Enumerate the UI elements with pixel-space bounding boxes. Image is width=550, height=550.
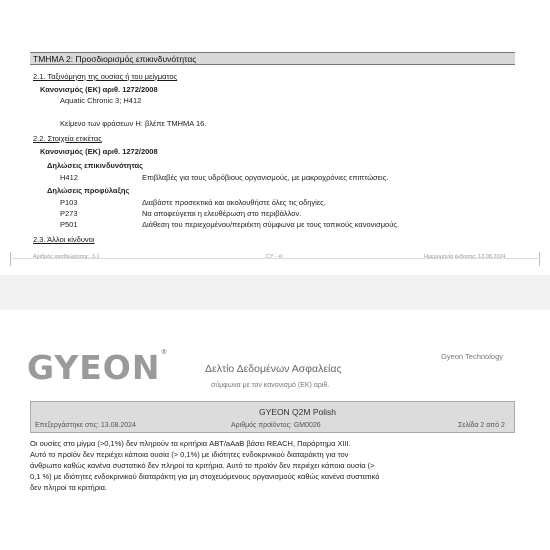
section-2-3-heading: 2.3. Άλλοι κίνδυνοι (33, 235, 95, 244)
precaution-text: Να αποφεύγεται η ελευθέρωση στο περιβάλλον. (142, 209, 302, 218)
footer-revision: Αριθμός αναθεώρησης: 3,1 (33, 254, 100, 260)
footer-tick-left (10, 252, 11, 266)
precaution-text: Διαβάστε προσεκτικά και ακολουθήστε όλες τις οδηγίες. (142, 198, 326, 207)
section-2-2-heading: 2.2. Στοιχεία ετικέτας (33, 134, 102, 143)
gyeon-logo (27, 348, 168, 387)
precaution-text: Διάθεση του περιεχομένου/περιέκτη σύμφωνα με τους τοπικούς κανονισμούς. (142, 220, 400, 229)
s21-note: Κείμενο των φράσεων Η: βλέπε ΤΜΗΜΑ 16. (60, 119, 207, 128)
hazard-code: H412 (60, 173, 78, 182)
s22-regulation: Κανονισμός (ΕΚ) αριθ. 1272/2008 (40, 147, 158, 156)
product-name: GYEON Q2M Polish (259, 407, 336, 417)
document-subtitle: σύμφωνα με τον κανονισμό (ΕΚ) αριθ. (211, 382, 330, 389)
company-name: Gyeon Technology (441, 352, 503, 361)
body-paragraph (30, 438, 510, 493)
precaution-code: P103 (60, 198, 78, 207)
section-2-header: ΤΜΗΜΑ 2: Προσδιορισμός επικινδυνότητας (30, 52, 515, 65)
paragraph-line: 0,1 %) με ιδιότητες ενδοκρινικού διαταράκτη για μη στοχευόμενους οργανισμούς καθώς κανένα συστατικό (30, 472, 380, 481)
precaution-code: P501 (60, 220, 78, 229)
precaution-code: P273 (60, 209, 78, 218)
paragraph-line: δεν πληροί τα κριτήρια. (30, 483, 108, 492)
product-info-band (30, 401, 515, 433)
page-gap (0, 275, 550, 310)
registered-mark: ® (160, 348, 169, 356)
footer-date: Ημερομηνία έκδοσης: 13.08.2024 (424, 254, 506, 260)
product-number: Αριθμός προϊόντος: GM0026 (231, 422, 321, 429)
processed-date: Επεξεργάστηκε στις: 13.08.2024 (35, 422, 136, 429)
paragraph-line: άνθρωπο καθώς κανένα συστατικό δεν πληροί τα κριτήρια. Αυτό το προϊόν δεν περιέχει κάποια ουσία (> (30, 461, 375, 470)
document-title: Δελτίο Δεδομένων Ασφαλείας (205, 363, 342, 375)
hazard-statements-heading: Δηλώσεις επικινδυνότητας (47, 161, 144, 170)
s21-regulation: Κανονισμός (ΕΚ) αριθ. 1272/2008 (40, 85, 158, 94)
page-number: Σελίδα 2 από 2 (458, 422, 505, 429)
section-2-1-heading: 2.1. Ταξινόμηση της ουσίας ή του μείγματος (33, 72, 178, 81)
paragraph-line: Οι ουσίες στο μίγμα (>0,1%) δεν πληρούν τα κριτήρια ABT/aAaB βάσει REACH, Παράρτημα XIII. (30, 439, 351, 448)
footer-tick-right (539, 252, 540, 266)
hazard-text: Επιβλαβές για τους υδρόβιους οργανισμούς, με μακροχρόνιες επιπτώσεις. (142, 173, 389, 182)
precaution-statements-heading: Δηλώσεις προφύλαξης (47, 186, 130, 195)
paragraph-line: Αυτό το προϊόν δεν περιέχει κάποια ουσία (> 0,1%) με ιδιότητες ενδοκρινικού διαταράκτη για τον (30, 450, 349, 459)
s21-classification: Aquatic Chronic 3; H412 (60, 96, 142, 105)
logo-text: GYEON (27, 348, 161, 387)
footer-language: CY - el (266, 254, 283, 260)
